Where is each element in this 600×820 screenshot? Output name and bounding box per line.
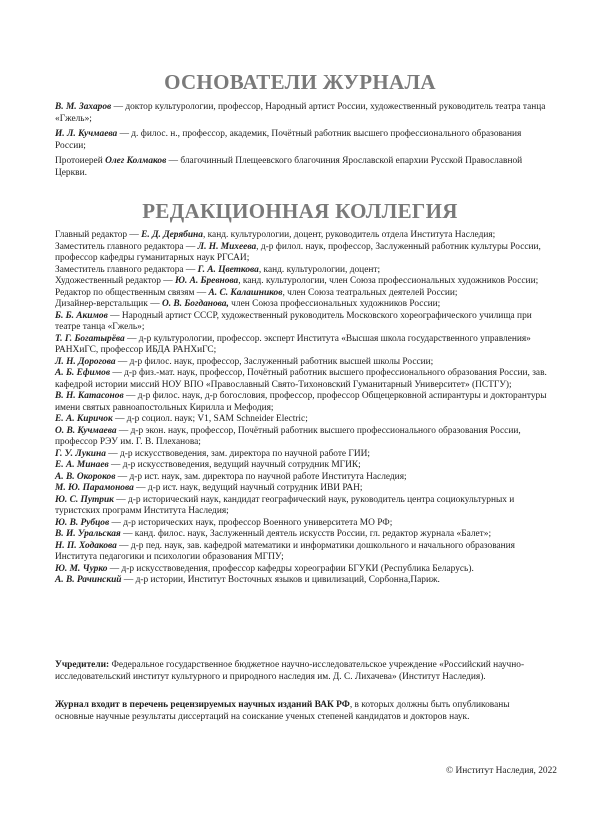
list-item [55,288,547,300]
vak-note [55,700,547,723]
list-item [55,357,547,369]
list-item [55,575,547,587]
item-description: — д-р филос. наук, профессор, Заслуженный работник высшей школы России; [115,356,434,367]
person-name: Ю. А. Бревнова [175,276,239,286]
person-name: Е. А. Минаев [55,460,109,470]
founders-org-text: Федеральное государственное бюджетное научно-исследовательское учреждение «Российский научно-исследовательский институт культурного и природного наследия им. Д. С. Лихачева» (Институт Наследия). [55,660,525,682]
person-name: Н. П. Ходакова [55,540,117,551]
person-name: М. Ю. Парамонова [55,483,134,493]
item-description: — д-р исторических наук, профессор Военного университета МО РФ; [109,517,393,528]
person-name: И. Л. Кучмаева [55,129,118,139]
founders-org-label: Учредители: [55,660,110,670]
founders-title: ОСНОВАТЕЛИ ЖУРНАЛА [164,70,436,94]
person-name: Ю. В. Рубцов [55,517,110,528]
list-item [55,460,547,472]
person-name: А. В. Окороков [55,471,116,482]
person-name: О. В. Кучмаева [55,425,117,436]
person-name: Л. Н. Дорогова [55,356,116,367]
person-name: Олег Колмаков [105,156,167,166]
list-item [55,426,547,449]
item-description: — д-р истории, Институт Восточных языков и цивилизаций, Сорбонна,Париж. [121,575,440,585]
item-description: — д-р культурологии, профессор. эксперт Института «Высшая школа государственного управления» РАНХиГС, профессор ИБДА РАНХиГС; [55,333,531,355]
copyright: © Институт Наследия, 2022 [446,766,557,776]
item-description: , канд. культурологии, член Союза профессиональных художников России; [238,276,539,286]
item-description: — д-р ист. наук, ведущий научный сотрудник ИВИ РАН; [133,483,363,493]
vak-note-text: , в которых должны быть опубликованы основные научные результаты диссертаций на соискание ученых степеней кандидатов и докторов наук. [55,700,510,722]
item-description: — д-р пед. наук, зав. кафедрой математики и информатики дошкольного и начального образования Института педагогики и психологии образования МГПУ; [55,540,515,562]
person-name: Г. У. Лукина [55,448,106,459]
item-description: , канд. культурологии, доцент, руководитель отдела Института Наследия; [202,230,496,240]
item-description: , канд. культурологии, доцент; [258,264,381,275]
list-item [55,529,547,541]
list-item [55,541,547,564]
founders-org [55,660,547,683]
list-item [55,518,547,530]
list-item [55,102,547,125]
person-name: А. С. Калашников [208,287,283,298]
person-name: А. В. Рачинский [55,575,122,585]
founders-list [55,102,547,179]
item-description: — д. филос. н., профессор, академик, Почётный работник высшего профессионального образования России; [55,129,522,151]
person-name: Ю. М. Чурко [55,563,108,574]
item-description: — д-р исторический наук, кандидат географический наук, руководитель центра социокультурных и туристских программ Института Наследия; [55,494,515,516]
person-name: В. Н. Катасонов [55,391,124,401]
list-item [55,334,547,357]
person-name: В. М. Захаров [55,102,112,112]
person-name: Г. А. Цветкова [197,264,259,275]
item-prefix: Заместитель главного редактора — [55,264,198,275]
item-prefix: Главный редактор — [55,230,142,240]
item-description: — д-р искусствоведения, зам. директора по научной работе ГИИ; [105,448,370,459]
person-name: Б. Б. Акимов [55,310,108,321]
list-item [55,242,547,265]
list-item [55,368,547,391]
list-item [55,156,547,179]
list-item [55,495,547,518]
board-title: РЕДАКЦИОННАЯ КОЛЛЕГИЯ [142,199,458,223]
item-description: член Союза профессиональных художников России; [228,299,441,309]
person-name: Т. Г. Богатырёва [55,333,125,344]
list-item [55,230,547,242]
person-name: Л. Н. Михеева [197,241,257,252]
item-description: — канд. филос. наук, Заслуженный деятель искусств России, гл. редактор журнала «Балет»; [120,529,492,539]
person-name: А. Б. Ефимов [55,368,111,378]
list-item [55,265,547,277]
list-item [55,564,547,576]
item-prefix: Редактор по общественным связям — [55,287,209,298]
item-description: — доктор культурологии, профессор, Народный артист России, художественный руководитель театра танца «Гжель»; [55,102,546,124]
list-item [55,311,547,334]
item-description: — Народный артист СССР, художественный руководитель Московского хореографического училища при театре танца «Гжель»; [55,310,532,332]
list-item [55,483,547,495]
list-item [55,299,547,311]
item-prefix: Заместитель главного редактора — [55,241,198,252]
item-description: — д-р социол. наук; V1, SAM Schneider Electric; [112,414,308,424]
person-name: Ю. С. Путрик [55,494,114,505]
list-item [55,391,547,414]
list-item [55,472,547,484]
person-name: Е. А. Киричок [55,414,113,424]
item-description: — благочинный Плещеевского благочиния Ярославской епархии Русской Православной Церкви. [55,156,523,178]
item-prefix: Дизайнер-верстальщик — [55,299,162,309]
vak-note-bold: Журнал входит в перечень рецензируемых научных изданий ВАК РФ [55,700,350,710]
item-prefix: Художественный редактор — [55,276,175,286]
list-item [55,414,547,426]
item-description: — д-р искусствоведения, ведущий научный сотрудник МГИК; [108,460,361,470]
person-name: О. В. Богданова, [161,299,229,309]
item-description: — д-р филос. наук, д-р богословия, профессор, профессор Общецерковной аспирантуры и докторантуры имени святых равноапостольных Кирилла и Мефодия; [55,391,547,413]
item-description: — д-р ист. наук, зам. директора по научной работе Института Наследия; [115,471,407,482]
list-item [55,449,547,461]
item-description: — д-р физ.-мат. наук, профессор, Почётный работник высшего профессионального образования России, зав. кафедрой истории миссий НОУ ВПО «Православный Свято-Тихоновский Гуманитарный Университет» (ПСТГУ); [55,368,547,390]
item-description: — д-р экон. наук, профессор, Почётный работник высшего профессионального образования России, профессор РЭУ им. Г. В. Плеханова; [55,425,521,447]
list-item [55,276,547,288]
person-name: Е. Д. Дерябина [141,230,203,240]
item-description: — д-р искусствоведения, профессор кафедры хореографии БГУКИ (Республика Беларусь). [107,563,474,574]
list-item [55,129,547,152]
person-name: В. И. Уральская [55,529,121,539]
item-description: , д-р филол. наук, профессор, Заслуженный работник культуры России, профессор кафедры гуманитарных наук РГСАИ; [55,241,541,263]
item-prefix: Протоиерей [55,156,106,166]
board-list [55,230,547,587]
item-description: , член Союза театральных деятелей России; [282,287,458,298]
